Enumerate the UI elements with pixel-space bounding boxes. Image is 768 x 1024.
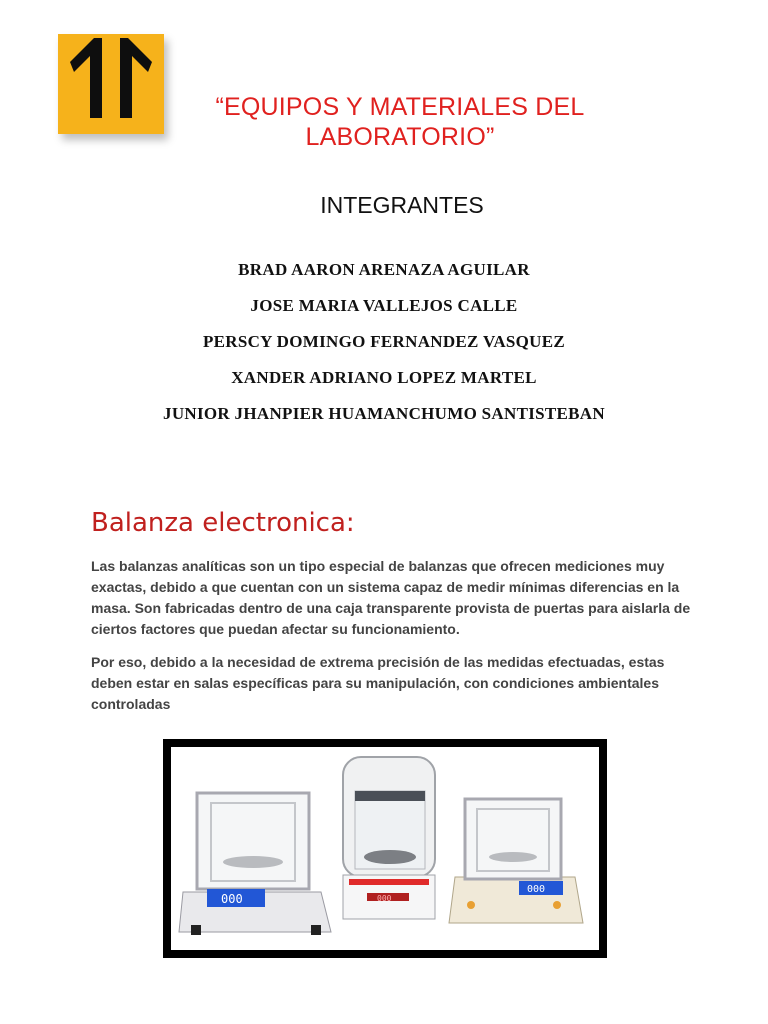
member-name: BRAD AARON ARENAZA AGUILAR bbox=[238, 260, 530, 279]
paragraph: Por eso, debido a la necesidad de extrema precisión de las medidas efectuadas, estas deben estar en salas específicas para su manipulación, con condiciones ambientales controladas bbox=[91, 654, 665, 712]
logo bbox=[58, 34, 164, 134]
paragraph: Las balanzas analíticas son un tipo especial de balanzas que ofrecen mediciones muy exactas, debido a que cuentan con un sistema capaz de medir mínimas diferencias en la masa. Son fabricadas dentro de una caja transparente provista de puertas para aislarla de ciertos factores que puedan afectar su funcionamiento. bbox=[91, 558, 691, 637]
member-name: JUNIOR JHANPIER HUAMANCHUMO SANTISTEBAN bbox=[163, 404, 605, 423]
document-title: “EQUIPOS Y MATERIALES DEL LABORATORIO” bbox=[215, 93, 585, 151]
balance-display: 000 bbox=[527, 884, 546, 895]
balance-display: 000 bbox=[377, 894, 392, 903]
member-name: PERSCY DOMINGO FERNANDEZ VASQUEZ bbox=[202, 332, 566, 351]
balance-right bbox=[449, 799, 583, 923]
balances-photo bbox=[163, 739, 607, 958]
balance-display: 000 bbox=[221, 892, 243, 906]
section-heading: Balanza electronica: bbox=[91, 508, 355, 538]
members-heading: INTEGRANTES bbox=[320, 192, 484, 218]
double-up-arrow-icon bbox=[58, 34, 164, 134]
balance-middle bbox=[343, 757, 435, 919]
balances-illustration bbox=[171, 747, 599, 950]
members-list bbox=[60, 258, 708, 438]
balance-left bbox=[179, 793, 331, 935]
member-name: XANDER ADRIANO LOPEZ MARTEL bbox=[231, 368, 537, 387]
member-name: JOSE MARIA VALLEJOS CALLE bbox=[250, 296, 518, 315]
